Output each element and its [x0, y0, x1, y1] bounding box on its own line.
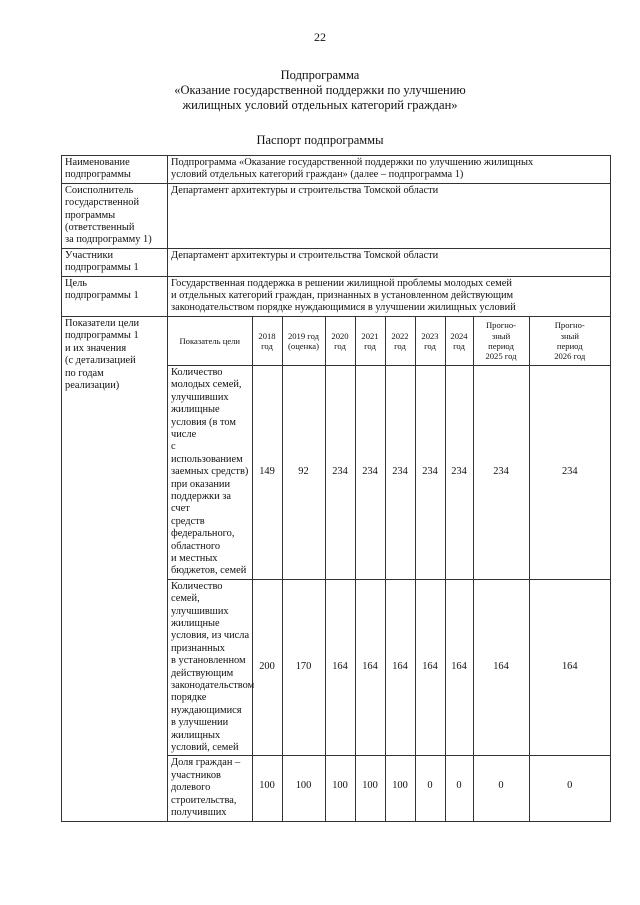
indicator-value: 234 [529, 365, 610, 579]
subprogram-title-line-2: жилищных условий отдельных категорий граждан» [182, 98, 458, 112]
indicator-value: 200 [252, 579, 282, 756]
indicator-value: 100 [282, 756, 325, 821]
indicator-value: 234 [445, 365, 473, 579]
row-value: Государственная поддержка в решении жилищной проблемы молодых семей и отдельных категорий граждан, признанных в установленном действующим законодательством порядке нуждающимися в улучшении жилищных условий [168, 276, 611, 316]
header-year: 2019 год (оценка) [282, 317, 325, 366]
header-year: 2021 год [355, 317, 385, 366]
indicator-value: 100 [355, 756, 385, 821]
row-label: Цель подпрограммы 1 [62, 276, 168, 316]
indicator-name: Доля граждан – участников долевого строительства, получивших [168, 756, 252, 821]
header-indicator: Показатель цели [168, 317, 252, 366]
indicator-row [168, 756, 610, 821]
passport-table [61, 155, 611, 822]
passport-heading: Паспорт подпрограммы [256, 133, 384, 147]
indicator-value: 164 [325, 579, 355, 756]
indicator-value: 164 [529, 579, 610, 756]
indicator-value: 234 [325, 365, 355, 579]
row-label: Участники подпрограммы 1 [62, 248, 168, 276]
indicators-header-row [168, 317, 610, 366]
subprogram-title-block [0, 68, 640, 113]
passport-row-participants [62, 248, 611, 276]
indicator-value: 234 [473, 365, 529, 579]
passport-row-goal [62, 276, 611, 316]
indicator-value: 92 [282, 365, 325, 579]
indicator-value: 170 [282, 579, 325, 756]
indicators-cell [168, 316, 611, 821]
header-year: 2018 год [252, 317, 282, 366]
row-value: Департамент архитектуры и строительства Томской области [168, 248, 611, 276]
header-forecast: Прогно- зный период 2026 год [529, 317, 610, 366]
header-year: 2022 год [385, 317, 415, 366]
indicator-name: Количество молодых семей, улучшивших жилищные условия (в том числе с использованием заемных средств) при оказании поддержки за счет средств федерального, областного и местных бюджетов, семей [168, 365, 252, 579]
indicator-value: 164 [415, 579, 445, 756]
indicator-value: 0 [529, 756, 610, 821]
subprogram-word: Подпрограмма [280, 68, 360, 82]
header-year: 2023 год [415, 317, 445, 366]
page-number: 22 [314, 30, 326, 44]
indicator-value: 149 [252, 365, 282, 579]
indicator-value: 0 [473, 756, 529, 821]
header-forecast: Прогно- зный период 2025 год [473, 317, 529, 366]
row-value: Департамент архитектуры и строительства Томской области [168, 183, 611, 248]
subprogram-title-line-1: «Оказание государственной поддержки по улучшению [174, 83, 466, 97]
passport-row-indicators [62, 316, 611, 821]
passport-row-name [62, 156, 611, 184]
header-year: 2024 год [445, 317, 473, 366]
indicator-value: 0 [445, 756, 473, 821]
indicators-table [168, 317, 610, 821]
indicator-value: 164 [385, 579, 415, 756]
indicator-value: 234 [415, 365, 445, 579]
indicator-row [168, 365, 610, 579]
header-year: 2020 год [325, 317, 355, 366]
indicator-value: 100 [252, 756, 282, 821]
indicator-value: 100 [385, 756, 415, 821]
row-label: Наименование подпрограммы [62, 156, 168, 184]
indicator-name: Количество семей, улучшивших жилищные условия, из числа признанных в установленном действующим законодательством порядке нуждающимися в улучшении жилищных условий, семей [168, 579, 252, 756]
indicator-value: 0 [415, 756, 445, 821]
indicator-value: 234 [355, 365, 385, 579]
indicator-value: 164 [355, 579, 385, 756]
indicator-value: 100 [325, 756, 355, 821]
row-value: Подпрограмма «Оказание государственной поддержки по улучшению жилищных условий отдельных категорий граждан» (далее – подпрограмма 1) [168, 156, 611, 184]
indicator-row [168, 579, 610, 756]
passport-row-coexecutor [62, 183, 611, 248]
row-label: Показатели цели подпрограммы 1 и их значения (с детализацией по годам реализации) [62, 316, 168, 821]
indicator-value: 164 [445, 579, 473, 756]
indicator-value: 234 [385, 365, 415, 579]
indicator-value: 164 [473, 579, 529, 756]
row-label: Соисполнитель государственной программы (ответственный за подпрограмму 1) [62, 183, 168, 248]
